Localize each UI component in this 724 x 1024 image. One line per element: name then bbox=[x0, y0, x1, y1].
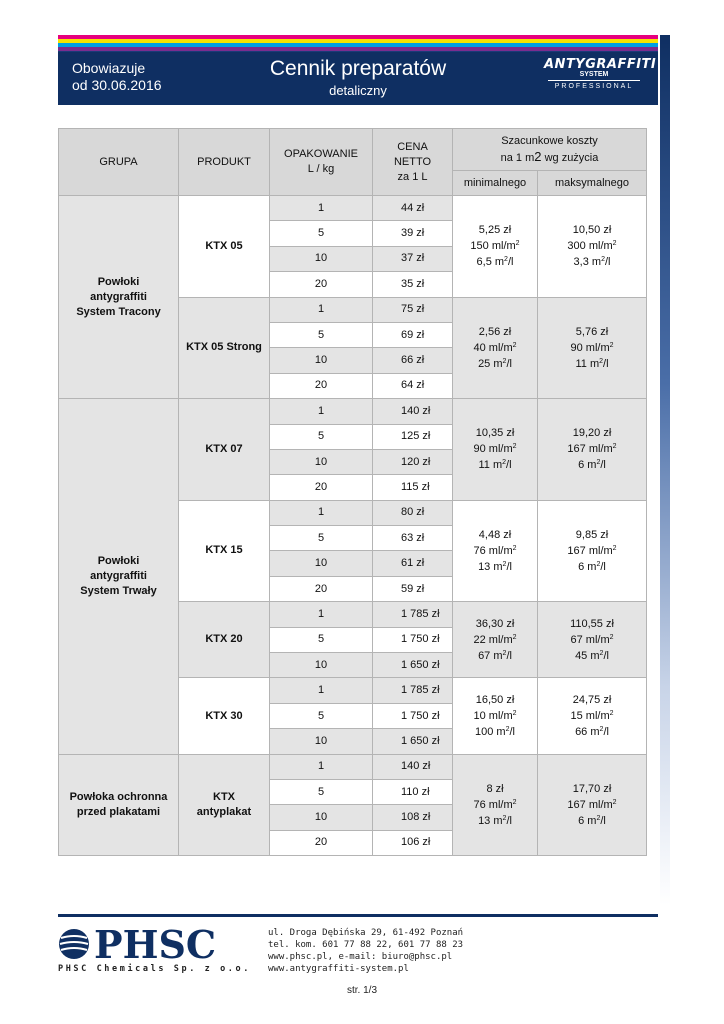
max-coverage-value: 66 m bbox=[575, 726, 600, 738]
phsc-logo bbox=[58, 926, 263, 974]
price-table bbox=[58, 128, 647, 856]
contact-info bbox=[268, 927, 463, 975]
min-coverage-unit: /l bbox=[506, 459, 512, 472]
max-usage bbox=[538, 543, 646, 559]
product-name: KTX 30 bbox=[205, 709, 243, 722]
max-coverage-value: 11 m bbox=[575, 357, 600, 370]
min-usage-value: 90 ml/m bbox=[473, 443, 513, 456]
header-estimated-cost bbox=[453, 129, 647, 171]
package-cell: 1 bbox=[270, 399, 373, 424]
max-cost: 19,20 zł bbox=[572, 427, 612, 440]
product-name: KTX 07 bbox=[205, 442, 243, 455]
max-coverage bbox=[538, 724, 646, 740]
package-cell: 10 bbox=[270, 348, 373, 373]
price-cell: 125 zł bbox=[373, 424, 453, 449]
package-cell: 10 bbox=[270, 246, 373, 271]
header-price-line1: CENA bbox=[397, 140, 428, 153]
max-coverage bbox=[538, 648, 646, 664]
max-cost-cell bbox=[538, 399, 647, 501]
min-cost: 5,25 zł bbox=[478, 224, 512, 237]
package-cell: 1 bbox=[270, 500, 373, 525]
product-name: KTX 20 bbox=[205, 633, 243, 646]
max-coverage-unit: /l bbox=[600, 814, 606, 827]
package-cell: 1 bbox=[270, 678, 373, 703]
price-cell: 66 zł bbox=[373, 348, 453, 373]
min-cost: 8 zł bbox=[486, 782, 504, 795]
max-usage-value: 15 ml/m bbox=[570, 710, 610, 722]
price-cell: 108 zł bbox=[373, 805, 453, 830]
min-usage bbox=[453, 632, 537, 648]
price-cell: 110 zł bbox=[373, 779, 453, 804]
group-name-line1: Powłoka ochronna bbox=[69, 790, 168, 803]
superscript-2: 2 bbox=[609, 633, 614, 641]
header-package-line2: L / kg bbox=[307, 163, 335, 175]
superscript-2: 2 bbox=[502, 560, 507, 568]
max-usage-value: 167 ml/m bbox=[567, 544, 613, 557]
logo-professional: PROFESSIONAL bbox=[554, 83, 634, 90]
min-coverage-unit: /l bbox=[506, 649, 512, 662]
min-usage bbox=[453, 238, 537, 254]
superscript-2: 2 bbox=[612, 798, 617, 806]
price-cell: 37 zł bbox=[373, 246, 453, 271]
product-cell bbox=[179, 196, 270, 298]
superscript-2: 2 bbox=[512, 341, 517, 349]
min-coverage bbox=[453, 254, 537, 270]
min-cost-cell bbox=[453, 196, 538, 298]
package-cell: 5 bbox=[270, 322, 373, 347]
table-row bbox=[59, 196, 647, 221]
page-title: Cennik preparatów bbox=[269, 57, 447, 80]
max-cost-cell bbox=[538, 297, 647, 399]
product-cell bbox=[179, 399, 270, 501]
min-coverage-value: 67 m bbox=[478, 649, 503, 662]
header-package-line1: OPAKOWANIE bbox=[284, 148, 358, 160]
contact-web2[interactable]: www.antygraffiti-system.pl bbox=[268, 964, 409, 974]
superscript-2: 2 bbox=[596, 814, 601, 822]
contact-web-email[interactable]: www.phsc.pl, e-mail: biuro@phsc.pl bbox=[268, 952, 453, 962]
page-subtitle: detaliczny bbox=[329, 83, 387, 98]
package-cell: 5 bbox=[270, 526, 373, 551]
effective-label: Obowiazuje bbox=[72, 60, 146, 76]
package-cell: 20 bbox=[270, 830, 373, 855]
contact-phone: tel. kom. 601 77 88 22, 601 77 88 23 bbox=[268, 940, 464, 950]
superscript-2: 2 bbox=[515, 240, 520, 248]
page-header bbox=[58, 52, 658, 105]
superscript-2: 2 bbox=[601, 256, 605, 264]
header-min: minimalnego bbox=[453, 171, 538, 196]
min-coverage-value: 100 m bbox=[475, 726, 506, 738]
min-coverage-unit: /l bbox=[507, 256, 514, 269]
footer-divider bbox=[58, 914, 658, 917]
max-coverage bbox=[538, 254, 646, 270]
superscript-2: 2 bbox=[512, 710, 517, 717]
min-usage bbox=[453, 340, 537, 356]
price-cell: 69 zł bbox=[373, 322, 453, 347]
superscript-2: 2 bbox=[596, 560, 601, 568]
superscript-2: 2 bbox=[599, 726, 604, 733]
min-coverage bbox=[453, 559, 537, 575]
header-max: maksymalnego bbox=[538, 171, 647, 196]
package-cell: 1 bbox=[270, 196, 373, 221]
price-cell: 80 zł bbox=[373, 500, 453, 525]
price-cell: 115 zł bbox=[373, 475, 453, 500]
superscript-2: 2 bbox=[504, 256, 508, 264]
max-usage bbox=[538, 441, 646, 457]
max-coverage bbox=[538, 559, 646, 575]
min-usage-value: 76 ml/m bbox=[473, 798, 513, 811]
max-coverage-unit: /l bbox=[600, 560, 606, 573]
superscript-2: 2 bbox=[512, 798, 517, 806]
header-package bbox=[270, 129, 373, 196]
min-usage bbox=[453, 543, 537, 559]
max-usage-value: 67 ml/m bbox=[570, 633, 610, 646]
package-cell: 5 bbox=[270, 221, 373, 246]
min-cost: 16,50 zł bbox=[475, 694, 515, 706]
header-price-line2: NETTO bbox=[393, 155, 432, 168]
min-cost: 2,56 zł bbox=[478, 325, 512, 338]
price-cell: 1 650 zł bbox=[373, 653, 453, 678]
group-name-line3: System Tracony bbox=[76, 305, 161, 318]
min-usage-value: 76 ml/m bbox=[473, 544, 513, 557]
superscript-2: 2 bbox=[599, 357, 604, 365]
max-coverage bbox=[538, 356, 646, 372]
max-cost: 10,50 zł bbox=[572, 224, 612, 237]
price-cell: 106 zł bbox=[373, 830, 453, 855]
max-cost-cell bbox=[538, 602, 647, 678]
effective-date-value: od 30.06.2016 bbox=[72, 77, 162, 93]
group-name-line2: przed plakatami bbox=[76, 805, 161, 818]
antygraffiti-logo bbox=[544, 57, 657, 90]
product-name: KTX 05 Strong bbox=[186, 341, 262, 354]
group-cell bbox=[59, 754, 179, 856]
price-cell: 1 785 zł bbox=[373, 678, 453, 703]
price-cell: 63 zł bbox=[373, 526, 453, 551]
min-cost: 10,35 zł bbox=[475, 427, 515, 440]
max-coverage-unit: /l bbox=[603, 726, 609, 738]
side-gradient-bar bbox=[660, 35, 670, 905]
max-coverage-unit: /l bbox=[604, 256, 611, 269]
superscript-2: 2 bbox=[512, 633, 517, 641]
min-coverage-value: 11 m bbox=[478, 459, 503, 472]
package-cell: 20 bbox=[270, 272, 373, 297]
min-cost: 36,30 zł bbox=[475, 617, 515, 630]
min-coverage bbox=[453, 648, 537, 664]
price-cell: 140 zł bbox=[373, 399, 453, 424]
package-cell: 5 bbox=[270, 627, 373, 652]
group-name-line2: antygraffiti bbox=[90, 569, 147, 582]
max-coverage-unit: /l bbox=[603, 357, 609, 370]
max-cost: 5,76 zł bbox=[575, 325, 609, 338]
max-coverage-value: 6 m bbox=[578, 814, 597, 827]
min-cost-cell bbox=[453, 754, 538, 856]
product-name: KTX bbox=[213, 790, 235, 803]
product-cell bbox=[179, 678, 270, 754]
min-coverage-unit: /l bbox=[506, 560, 512, 573]
package-cell: 1 bbox=[270, 602, 373, 627]
header-price bbox=[373, 129, 453, 196]
superscript-2: 2 bbox=[609, 341, 614, 349]
superscript-2: 2 bbox=[599, 649, 604, 657]
superscript-2: 2 bbox=[512, 443, 517, 451]
min-cost-cell bbox=[453, 500, 538, 602]
min-coverage-value: 13 m bbox=[478, 814, 503, 827]
max-coverage-value: 6 m bbox=[578, 560, 597, 573]
price-cell: 44 zł bbox=[373, 196, 453, 221]
product-name: KTX 05 bbox=[205, 239, 243, 252]
max-usage bbox=[538, 708, 646, 724]
superscript-2: 2 bbox=[609, 710, 614, 717]
max-cost-cell bbox=[538, 678, 647, 754]
max-coverage-unit: /l bbox=[603, 649, 609, 662]
phsc-logo-icon bbox=[58, 926, 263, 962]
package-cell: 1 bbox=[270, 297, 373, 322]
package-cell: 10 bbox=[270, 729, 373, 754]
max-cost-cell bbox=[538, 500, 647, 602]
price-cell: 140 zł bbox=[373, 754, 453, 779]
superscript-2: 2 bbox=[505, 726, 510, 733]
min-coverage-unit: /l bbox=[506, 357, 512, 370]
superscript-2: 2 bbox=[612, 443, 617, 451]
package-cell: 1 bbox=[270, 754, 373, 779]
package-cell: 5 bbox=[270, 424, 373, 449]
price-cell: 1 750 zł bbox=[373, 627, 453, 652]
max-usage-value: 90 ml/m bbox=[570, 341, 610, 354]
max-usage bbox=[538, 238, 646, 254]
table-row bbox=[59, 754, 647, 779]
max-cost: 9,85 zł bbox=[575, 528, 609, 541]
max-coverage bbox=[538, 457, 646, 473]
min-cost-cell bbox=[453, 678, 538, 754]
min-coverage bbox=[453, 356, 537, 372]
product-name-line2: antyplakat bbox=[196, 805, 252, 818]
max-cost: 110,55 zł bbox=[570, 617, 614, 630]
min-usage bbox=[453, 797, 537, 813]
logo-brand: ANTYGRAFFITI bbox=[544, 57, 657, 72]
header-cost-usage: wg zużycia bbox=[541, 151, 599, 164]
product-cell bbox=[179, 602, 270, 678]
max-cost: 24,75 zł bbox=[572, 694, 612, 706]
package-cell: 5 bbox=[270, 703, 373, 728]
max-coverage-value: 6 m bbox=[578, 459, 597, 472]
package-cell: 10 bbox=[270, 805, 373, 830]
superscript-2: 2 bbox=[596, 459, 601, 467]
min-usage-value: 40 ml/m bbox=[473, 341, 513, 354]
header-cost-exp: 2 bbox=[534, 148, 542, 164]
max-coverage-value: 3,3 m bbox=[573, 256, 602, 269]
superscript-2: 2 bbox=[502, 459, 507, 467]
price-cell: 59 zł bbox=[373, 576, 453, 601]
group-cell bbox=[59, 399, 179, 754]
group-cell bbox=[59, 196, 179, 399]
price-cell: 39 zł bbox=[373, 221, 453, 246]
min-usage-value: 150 ml/m bbox=[470, 240, 516, 253]
superscript-2: 2 bbox=[612, 240, 617, 248]
min-usage-value: 22 ml/m bbox=[473, 633, 513, 646]
package-cell: 20 bbox=[270, 475, 373, 500]
min-coverage-unit: /l bbox=[509, 726, 515, 738]
max-coverage-value: 45 m bbox=[575, 649, 600, 662]
min-coverage-value: 25 m bbox=[478, 357, 503, 370]
max-coverage-unit: /l bbox=[600, 459, 606, 472]
max-usage-value: 300 ml/m bbox=[567, 240, 613, 253]
price-cell: 61 zł bbox=[373, 551, 453, 576]
superscript-2: 2 bbox=[502, 649, 507, 657]
max-cost-cell bbox=[538, 754, 647, 856]
min-coverage-value: 13 m bbox=[478, 560, 503, 573]
max-coverage bbox=[538, 813, 646, 829]
page-number: str. 1/3 bbox=[346, 985, 377, 996]
min-usage bbox=[453, 441, 537, 457]
product-cell bbox=[179, 500, 270, 602]
package-cell: 10 bbox=[270, 551, 373, 576]
max-usage bbox=[538, 632, 646, 648]
product-name: KTX 15 bbox=[205, 544, 243, 557]
logo-divider bbox=[548, 80, 640, 81]
max-usage-value: 167 ml/m bbox=[567, 798, 613, 811]
price-cell: 1 650 zł bbox=[373, 729, 453, 754]
min-coverage-unit: /l bbox=[506, 814, 512, 827]
package-cell: 20 bbox=[270, 576, 373, 601]
package-cell: 10 bbox=[270, 449, 373, 474]
price-cell: 1 750 zł bbox=[373, 703, 453, 728]
logo-system: SYSTEM bbox=[579, 71, 609, 78]
price-cell: 120 zł bbox=[373, 449, 453, 474]
group-name-line1: Powłoki bbox=[97, 554, 140, 567]
min-coverage bbox=[453, 724, 537, 740]
company-name: PHSC Chemicals Sp. z o.o. bbox=[58, 964, 251, 974]
table-row bbox=[59, 399, 647, 424]
min-cost-cell bbox=[453, 399, 538, 501]
min-coverage bbox=[453, 457, 537, 473]
min-usage bbox=[453, 708, 537, 724]
product-cell bbox=[179, 297, 270, 399]
max-cost: 17,70 zł bbox=[572, 782, 612, 795]
package-cell: 5 bbox=[270, 779, 373, 804]
group-name-line2: antygraffiti bbox=[90, 290, 147, 303]
max-usage bbox=[538, 797, 646, 813]
contact-address: ul. Droga Dębińska 29, 61-492 Poznań bbox=[268, 928, 464, 938]
superscript-2: 2 bbox=[512, 544, 517, 552]
min-cost-cell bbox=[453, 297, 538, 399]
price-cell: 35 zł bbox=[373, 272, 453, 297]
header-cost-line1: Szacunkowe koszty bbox=[501, 134, 598, 147]
max-cost-cell bbox=[538, 196, 647, 298]
price-cell: 64 zł bbox=[373, 373, 453, 398]
price-cell: 75 zł bbox=[373, 297, 453, 322]
header-product: PRODUKT bbox=[179, 129, 270, 196]
package-cell: 10 bbox=[270, 653, 373, 678]
package-cell: 20 bbox=[270, 373, 373, 398]
phsc-logo-text: PHSC bbox=[94, 926, 217, 962]
min-cost-cell bbox=[453, 602, 538, 678]
header-price-line3: za 1 L bbox=[397, 170, 428, 183]
min-coverage bbox=[453, 813, 537, 829]
product-cell bbox=[179, 754, 270, 856]
min-usage-value: 10 ml/m bbox=[473, 710, 513, 722]
superscript-2: 2 bbox=[612, 544, 617, 552]
price-table-body bbox=[59, 196, 647, 856]
max-usage bbox=[538, 340, 646, 356]
header-cost-per: na 1 m bbox=[500, 151, 535, 164]
superscript-2: 2 bbox=[502, 357, 507, 365]
min-coverage-value: 6,5 m bbox=[476, 256, 505, 269]
effective-date bbox=[72, 60, 162, 94]
superscript-2: 2 bbox=[502, 814, 507, 822]
header-cost-line2 bbox=[453, 149, 646, 166]
header-group: GRUPA bbox=[59, 129, 179, 196]
min-cost: 4,48 zł bbox=[478, 528, 512, 541]
max-usage-value: 167 ml/m bbox=[567, 443, 613, 456]
group-name-line1: Powłoki bbox=[97, 275, 140, 288]
group-name-line3: System Trwały bbox=[80, 584, 157, 597]
price-cell: 1 785 zł bbox=[373, 602, 453, 627]
